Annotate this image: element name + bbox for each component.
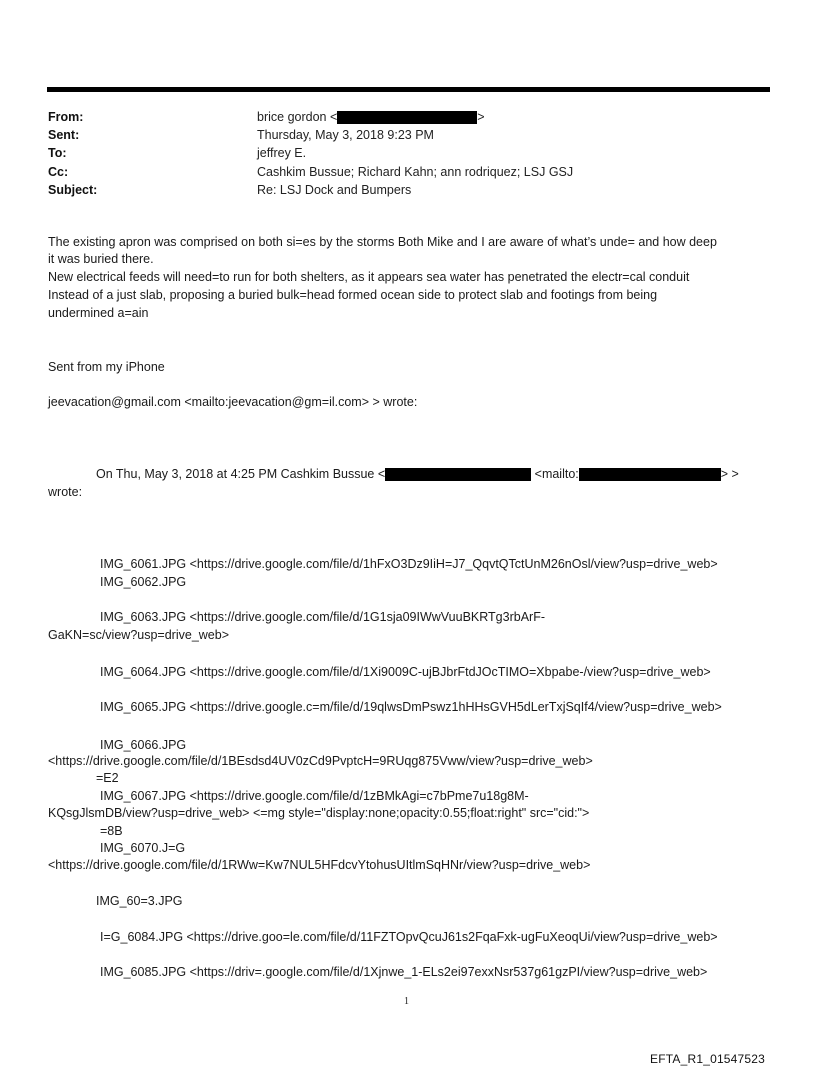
- sent-row: [48, 126, 768, 144]
- from-name: brice gordon <: [257, 110, 338, 124]
- cc-value: Cashkim Bussue; Richard Kahn; ann rodriquez; LSJ GSJ: [257, 164, 574, 179]
- reply-line: jeevacation@gmail.com <mailto:jeevacation@gm=il.com> > wrote:: [48, 395, 418, 409]
- cc-label: Cc:: [48, 164, 69, 179]
- quote-wrote: wrote:: [48, 485, 83, 499]
- attachment-line: IMG_6064.JPG <https://drive.google.com/file/d/1Xi9009C-ujBJbrFtdJOcTIMO=Xbpabe-/view?usp=drive_web>: [100, 665, 711, 679]
- from-value: [257, 108, 485, 126]
- cc-row: [48, 163, 768, 181]
- from-end: >: [477, 110, 485, 124]
- body-line: The existing apron was comprised on both si=es by the storms Both Mike and I are aware of what’s unde= and how deep: [48, 235, 717, 249]
- sent-label: Sent:: [48, 128, 80, 143]
- from-row: [48, 108, 768, 126]
- attachment-line: IMG_6085.JPG <https://driv=.google.com/file/d/1Xjnwe_1-ELs2ei97exxNsr537g61gzPI/view?usp=drive_web>: [100, 965, 708, 979]
- attachment-line: IMG_6067.JPG <https://drive.google.com/file/d/1zBMkAgi=c7bPme7u18g8M-: [100, 789, 529, 803]
- subject-row: [48, 181, 768, 199]
- attachment-line: IMG_6063.JPG <https://drive.google.com/file/d/1G1sja09IWwVuuBKRTg3rbArF-: [100, 610, 545, 624]
- attachment-line: IMG_6065.JPG <https://drive.google.c=m/file/d/19qlwsDmPswz1hHHsGVH5dLerTxjSqIf4/view?usp=drive_web>: [100, 700, 722, 714]
- email-header: [48, 108, 768, 199]
- attachment-line: GaKN=sc/view?usp=drive_web>: [48, 628, 229, 642]
- attachment-line: =E2: [96, 771, 119, 785]
- redaction-box: [385, 468, 531, 481]
- attachment-line: <https://drive.google.com/file/d/1RWw=Kw7NUL5HFdcvYtohusUItlmSqHNr/view?usp=drive_web>: [48, 858, 591, 872]
- quote-end: > >: [720, 467, 739, 482]
- quote-pre: On Thu, May 3, 2018 at 4:25 PM Cashkim Bussue <: [96, 467, 386, 482]
- attachment-line: =8B: [100, 824, 123, 838]
- document-id: EFTA_R1_01547523: [650, 1052, 766, 1066]
- from-label: From:: [48, 110, 84, 124]
- page-number: 1: [404, 996, 409, 1007]
- subject-value: Re: LSJ Dock and Bumpers: [257, 182, 412, 197]
- subject-label: Subject:: [48, 182, 98, 197]
- body-line: New electrical feeds will need=to run for both shelters, as it appears sea water has penetrated the electr=cal conduit: [48, 270, 690, 284]
- attachment-line: KQsgJlsmDB/view?usp=drive_web> <=mg style="display:none;opacity:0.55;float:right" src="cid:">: [48, 806, 590, 820]
- header-rule: [47, 87, 770, 92]
- to-row: [48, 144, 768, 162]
- redaction-box: [579, 468, 721, 481]
- attachment-line: IMG_6070.J=G: [100, 841, 186, 855]
- attachment-line: IMG_6066.JPG: [100, 738, 187, 752]
- redaction-box: [337, 111, 477, 124]
- signature: Sent from my iPhone: [48, 360, 165, 374]
- sent-value: Thursday, May 3, 2018 9:23 PM: [257, 128, 434, 143]
- to-label: To:: [48, 146, 67, 161]
- attachment-line: IMG_6061.JPG <https://drive.google.com/file/d/1hFxO3Dz9IiH=J7_QqvtQTctUnM26nOsl/view?usp=drive_web>: [100, 557, 718, 571]
- attachment-line: I=G_6084.JPG <https://drive.goo=le.com/file/d/11FZTOpvQcuJ61s2FqaFxk-ugFuXeoqUi/view?usp=drive_web>: [100, 930, 718, 944]
- body-line: Instead of a just slab, proposing a buried bulk=head formed ocean side to protect slab and footings from being: [48, 288, 658, 302]
- to-value: jeffrey E.: [257, 146, 307, 161]
- attachment-line: <https://drive.google.com/file/d/1BEsdsd4UV0zCd9PvptcH=9RUqg875Vww/view?usp=drive_web>: [48, 754, 593, 768]
- body-line: it was buried there.: [48, 252, 154, 266]
- attachment-line: IMG_60=3.JPG: [96, 894, 183, 908]
- quote-header: [96, 466, 739, 483]
- quote-mailto: <mailto:: [534, 467, 579, 482]
- attachment-line: IMG_6062.JPG: [100, 575, 187, 589]
- body-line: undermined a=ain: [48, 306, 149, 320]
